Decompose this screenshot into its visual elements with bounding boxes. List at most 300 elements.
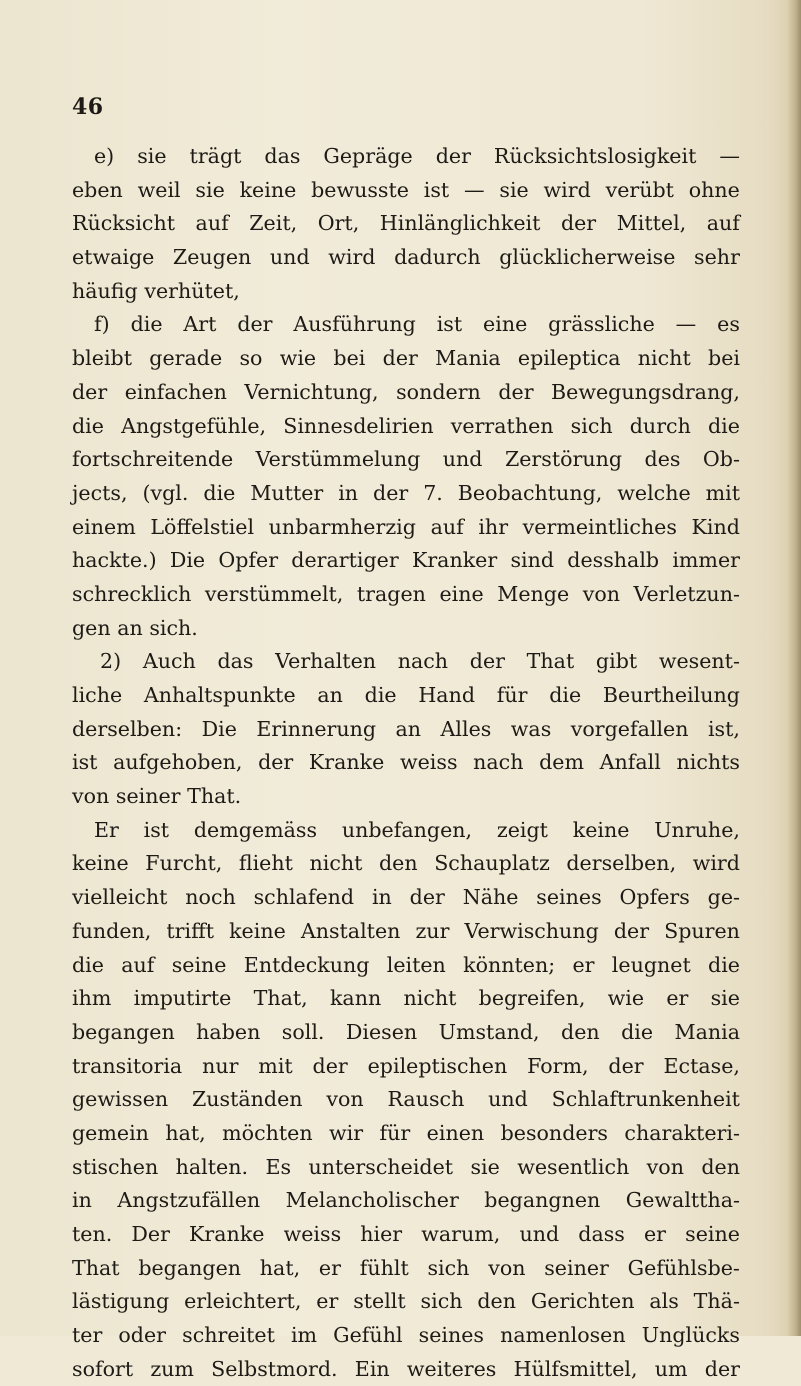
word: der: [560, 211, 597, 236]
word: Verstümmelung: [255, 447, 421, 472]
word: die: [72, 952, 104, 977]
word: seines: [418, 1323, 485, 1348]
word: nach: [473, 750, 524, 775]
word: die: [707, 413, 740, 438]
word: begangen: [138, 1255, 242, 1280]
word: Ort,: [317, 211, 360, 236]
word: Zeugen: [172, 245, 252, 270]
word: 2): [100, 649, 122, 674]
text-line: [72, 342, 740, 376]
word: wie: [607, 986, 645, 1011]
word: mit: [705, 480, 740, 505]
word: lästigung: [72, 1289, 170, 1314]
word: wird: [692, 851, 740, 876]
word: er: [318, 1255, 341, 1280]
word: weiss: [283, 1222, 342, 1246]
word: der: [382, 346, 418, 371]
word: dem: [539, 750, 585, 775]
word: ist: [436, 312, 463, 337]
text-line: [72, 746, 740, 780]
word: imputirte: [133, 986, 232, 1011]
word: um: [654, 1356, 688, 1381]
word: gerade: [149, 346, 223, 371]
word: was: [510, 716, 552, 741]
word: dadurch: [394, 245, 481, 270]
word: stellt: [353, 1289, 406, 1314]
word: Entdeckung: [243, 952, 370, 977]
word: einem: [72, 514, 136, 539]
word: der: [258, 750, 294, 775]
word: schrecklich: [72, 581, 192, 606]
text-line: [72, 949, 740, 983]
word: dass: [578, 1222, 625, 1246]
text-line: [72, 477, 740, 511]
word: wird: [543, 177, 591, 202]
word: Anfall: [599, 750, 661, 775]
word: Er: [94, 817, 119, 842]
word: seine: [171, 952, 227, 977]
word: Furcht,: [145, 851, 223, 876]
word: Schauplatz: [434, 851, 550, 876]
word: Art: [183, 312, 217, 337]
word: Bewegungsdrang,: [551, 379, 740, 404]
word: gen: [72, 615, 111, 640]
word: sie: [499, 177, 529, 202]
text-line: [72, 410, 740, 444]
word: der: [469, 649, 505, 674]
word: charakteri-: [624, 1120, 740, 1145]
word: wie: [279, 346, 317, 371]
word: Rücksichtslosigkeit: [493, 144, 697, 168]
word: zum: [150, 1356, 194, 1381]
word: nicht: [637, 346, 691, 371]
word: sofort: [72, 1356, 134, 1381]
word: den: [378, 851, 418, 876]
word: leugnet: [611, 952, 691, 977]
word: transitoria: [72, 1053, 183, 1078]
word: für: [379, 1120, 411, 1145]
word: das: [217, 649, 254, 674]
word: demgemäss: [193, 817, 318, 842]
word: etwaige: [72, 245, 155, 270]
word: sie: [195, 177, 225, 202]
word: gibt: [595, 649, 638, 674]
word: Unruhe,: [654, 817, 740, 842]
word: noch: [185, 885, 236, 910]
word: im: [290, 1323, 318, 1348]
word: 7.: [423, 480, 443, 505]
word: der: [373, 480, 409, 505]
word: nicht: [309, 851, 363, 876]
word: Es: [265, 1154, 292, 1179]
word: verrathen: [450, 413, 554, 438]
word: That.: [187, 784, 242, 809]
word: und: [488, 1087, 528, 1112]
word: verübt: [605, 177, 674, 202]
word: Umstand,: [438, 1019, 540, 1044]
word: den: [561, 1019, 600, 1044]
word: bei: [708, 346, 740, 371]
word: Zeit,: [249, 211, 298, 236]
word: der: [704, 1356, 740, 1381]
word: namenlosen: [500, 1323, 626, 1348]
word: —: [719, 144, 740, 168]
word: Hinlänglichkeit: [379, 211, 541, 236]
word: bei: [333, 346, 366, 371]
text-line: [72, 780, 740, 814]
text-line: [72, 814, 740, 848]
word: er: [666, 986, 689, 1011]
word: Zuständen: [191, 1087, 303, 1112]
word: fortschreitende: [72, 447, 234, 472]
text-line: [72, 544, 740, 578]
word: besonders: [500, 1120, 608, 1145]
word: flieht: [238, 851, 293, 876]
word: funden,: [72, 918, 152, 943]
word: hier: [360, 1222, 403, 1246]
word: Gewalttha-: [625, 1188, 740, 1213]
word: der: [608, 1053, 644, 1078]
page-edge-shadow: [787, 0, 801, 1336]
word: verhütet,: [144, 278, 240, 303]
word: die: [708, 952, 740, 977]
word: weiteres: [406, 1356, 497, 1381]
word: Die: [169, 548, 206, 573]
word: ihr: [478, 514, 509, 539]
word: die: [203, 480, 236, 505]
text-line: [72, 443, 740, 477]
word: Ectase,: [663, 1053, 740, 1078]
word: epileptischen: [367, 1053, 508, 1078]
word: an: [317, 683, 343, 707]
word: an: [395, 716, 422, 741]
word: er: [316, 1289, 339, 1314]
word: eine: [439, 581, 484, 606]
word: einfachen: [124, 379, 227, 404]
text-line: [72, 612, 740, 646]
word: die: [72, 413, 104, 438]
word: immer: [672, 548, 740, 573]
word: weil: [137, 177, 181, 202]
word: desshalb: [567, 548, 660, 573]
word: sie: [710, 986, 740, 1011]
word: wird: [328, 245, 376, 270]
word: es: [717, 312, 740, 337]
word: Ein: [354, 1356, 390, 1381]
word: Kranke: [308, 750, 385, 775]
word: ist: [72, 750, 98, 775]
text-line: [72, 679, 740, 713]
word: ist: [143, 817, 170, 842]
text-line: [72, 308, 740, 342]
word: das: [264, 144, 301, 168]
word: Verhalten: [275, 649, 377, 674]
word: von: [326, 1087, 364, 1112]
word: keine: [572, 817, 630, 842]
word: liche: [72, 683, 123, 707]
word: Selbstmord.: [211, 1356, 338, 1381]
word: Anstalten: [300, 918, 401, 943]
word: von: [72, 784, 110, 809]
word: verstümmelt,: [204, 581, 344, 606]
word: einen: [426, 1120, 485, 1145]
word: Auch: [142, 649, 196, 674]
word: ihm: [72, 986, 112, 1011]
text-line: [72, 645, 740, 679]
text-line: [72, 915, 740, 949]
word: welche: [617, 480, 691, 505]
word: nur: [202, 1053, 239, 1078]
word: stischen: [72, 1154, 159, 1179]
word: wesentlich: [517, 1154, 630, 1179]
word: vielleicht: [72, 885, 168, 910]
word: und: [519, 1222, 560, 1246]
word: in: [371, 885, 392, 910]
word: die: [364, 683, 397, 707]
word: e): [94, 144, 115, 168]
text-line: [72, 1218, 740, 1252]
word: derselben:: [72, 716, 183, 741]
text-line: [72, 1252, 740, 1286]
word: eine: [483, 312, 528, 337]
word: wesent-: [658, 649, 740, 674]
word: sich: [570, 413, 613, 438]
word: seine: [685, 1222, 740, 1246]
word: Rausch: [387, 1087, 465, 1112]
word: zeigt: [496, 817, 548, 842]
text-line: [72, 1285, 740, 1319]
word: trägt: [189, 144, 242, 168]
word: Ob-: [702, 447, 740, 472]
word: der: [312, 1053, 348, 1078]
word: That: [72, 1255, 120, 1280]
word: kann: [329, 986, 382, 1011]
word: sehr: [694, 245, 740, 270]
word: der: [409, 885, 445, 910]
word: That,: [253, 986, 308, 1011]
word: und: [442, 447, 483, 472]
word: Mittel,: [616, 211, 687, 236]
text-line: [72, 713, 740, 747]
text-line: [72, 511, 740, 545]
word: unterscheidet: [308, 1154, 454, 1179]
word: der: [435, 144, 471, 168]
word: vermeintliches: [522, 514, 677, 539]
word: ohne: [688, 177, 740, 202]
text-line: [72, 1353, 740, 1386]
word: begangen: [72, 1019, 175, 1044]
word: in: [338, 480, 359, 505]
word: ist,: [707, 716, 740, 741]
word: Spuren: [664, 918, 740, 943]
text-line: [72, 578, 740, 612]
word: hackte.): [72, 548, 157, 573]
word: Mutter: [250, 480, 324, 505]
word: fühlt: [359, 1255, 409, 1280]
word: ge-: [707, 885, 740, 910]
word: die: [621, 1019, 654, 1044]
word: Opfer: [218, 548, 279, 573]
word: häufig: [72, 278, 138, 303]
word: Hand: [418, 683, 476, 707]
text-line: [72, 847, 740, 881]
word: Mania: [435, 346, 501, 371]
word: der: [237, 312, 273, 337]
word: oder: [118, 1323, 167, 1348]
word: sie: [470, 1154, 500, 1179]
body-text: [72, 140, 740, 1386]
word: halten.: [175, 1154, 249, 1179]
word: vorgefallen: [570, 716, 689, 741]
word: Ausführung: [293, 312, 416, 337]
word: hat,: [165, 1120, 206, 1145]
word: zur: [415, 918, 450, 943]
word: bleibt: [72, 346, 133, 371]
word: nichts: [676, 750, 740, 775]
word: Angstzufällen: [117, 1188, 261, 1213]
word: Vernichtung,: [244, 379, 379, 404]
word: als: [649, 1289, 679, 1314]
text-line: [72, 1151, 740, 1185]
text-line: [72, 207, 740, 241]
word: Kind: [691, 514, 740, 539]
word: grässliche: [548, 312, 655, 337]
word: Rücksicht: [72, 211, 176, 236]
text-line: [72, 1184, 740, 1218]
word: trifft: [166, 918, 215, 943]
word: f): [94, 312, 110, 337]
word: Alles: [440, 716, 492, 741]
word: Anhaltspunkte: [143, 683, 296, 707]
word: Gefühlsbe-: [627, 1255, 740, 1280]
word: That: [526, 649, 575, 674]
word: Thä-: [693, 1289, 740, 1314]
word: Der: [131, 1222, 170, 1246]
word: Hülfsmittel,: [513, 1356, 638, 1381]
word: derselben,: [566, 851, 677, 876]
text-line: [72, 1319, 740, 1353]
word: Diesen: [345, 1019, 418, 1044]
word: keine: [239, 177, 297, 202]
word: warum,: [421, 1222, 501, 1246]
word: von: [488, 1255, 526, 1280]
text-line: [72, 982, 740, 1016]
word: den: [701, 1154, 740, 1179]
word: ter: [72, 1323, 103, 1348]
word: in: [72, 1188, 92, 1213]
word: den: [477, 1289, 517, 1314]
word: aufgehoben,: [113, 750, 243, 775]
word: Kranke: [189, 1222, 265, 1246]
text-line: [72, 1016, 740, 1050]
word: leiten: [386, 952, 446, 977]
word: der: [613, 918, 650, 943]
word: seines: [536, 885, 602, 910]
word: begangnen: [484, 1188, 601, 1213]
word: der: [498, 379, 534, 404]
text-line: [72, 275, 740, 309]
word: Sinnesdelirien: [283, 413, 434, 438]
word: der: [72, 379, 108, 404]
word: Löffelstiel: [150, 514, 255, 539]
word: Unglücks: [641, 1323, 740, 1348]
word: Nähe: [462, 885, 519, 910]
word: sich: [427, 1255, 470, 1280]
word: hat,: [259, 1255, 301, 1280]
word: seiner: [115, 784, 181, 809]
text-line: [72, 881, 740, 915]
word: haben: [196, 1019, 261, 1044]
word: möchten: [222, 1120, 313, 1145]
word: eben: [72, 177, 123, 202]
word: mit: [258, 1053, 293, 1078]
word: auf: [430, 514, 464, 539]
word: sind: [510, 548, 555, 573]
word: epileptica: [517, 346, 621, 371]
word: und: [269, 245, 310, 270]
word: schreitet: [182, 1323, 275, 1348]
word: Melancholischer: [285, 1188, 459, 1213]
word: durch: [629, 413, 691, 438]
word: sich.: [149, 615, 198, 640]
word: ten.: [72, 1222, 113, 1246]
word: ist: [423, 177, 450, 202]
word: von: [582, 581, 620, 606]
text-line: [72, 241, 740, 275]
word: Angstgefühle,: [121, 413, 267, 438]
word: erleichtert,: [184, 1289, 302, 1314]
word: auf: [195, 211, 229, 236]
text-line: [72, 1083, 740, 1117]
word: auf: [706, 211, 740, 236]
word: könnten;: [463, 952, 556, 977]
word: keine: [229, 918, 286, 943]
word: die: [130, 312, 163, 337]
word: tragen: [356, 581, 426, 606]
word: Beurtheilung: [602, 683, 740, 707]
word: glücklicherweise: [499, 245, 676, 270]
word: seiner: [544, 1255, 609, 1280]
word: —: [675, 312, 697, 337]
word: schlafend: [253, 885, 355, 910]
word: Schlaftrunkenheit: [551, 1087, 740, 1112]
word: Menge: [497, 581, 570, 606]
page-number: 46: [72, 94, 104, 120]
text-line: [72, 174, 740, 208]
word: Mania: [674, 1019, 740, 1044]
text-line: [72, 1117, 740, 1151]
word: wir: [329, 1120, 364, 1145]
word: bewusste: [311, 177, 409, 202]
word: derartiger: [291, 548, 399, 573]
word: jects,: [72, 480, 128, 505]
word: Zerstörung: [504, 447, 623, 472]
word: Verwischung: [464, 918, 599, 943]
text-line: [72, 1050, 740, 1084]
word: Verletzun-: [633, 581, 740, 606]
word: so: [239, 346, 263, 371]
word: keine: [72, 851, 129, 876]
word: gewissen: [72, 1087, 169, 1112]
word: Opfers: [619, 885, 690, 910]
word: nicht: [403, 986, 457, 1011]
word: auf: [121, 952, 155, 977]
word: Erinnerung: [256, 716, 377, 741]
word: an: [117, 615, 143, 640]
word: begreifen,: [478, 986, 586, 1011]
word: die: [549, 683, 582, 707]
word: sondern: [396, 379, 481, 404]
